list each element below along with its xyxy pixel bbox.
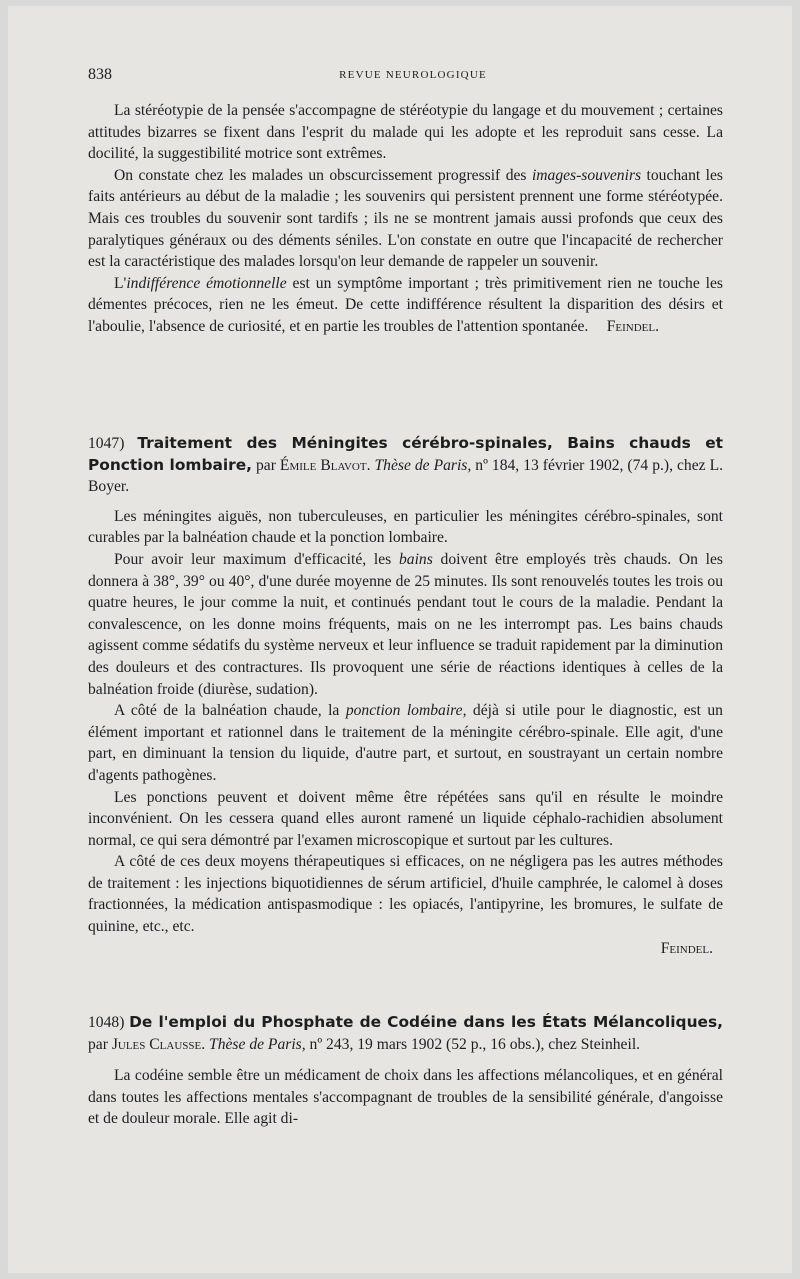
entry-author: Jules Clausse. (111, 1035, 206, 1053)
entry-title: De l'emploi du Phosphate de Codéine dans les États Mélancoliques, (129, 1013, 723, 1031)
paragraph: Pour avoir leur maximum d'efficacité, les bains doivent être employés très chauds. On les donnera à 38°, 39° ou 40°, d'une durée moyenne de 25 minutes. Ils sont renouvelés toutes les trois ou quatre heures, le jour comme la nuit, et continués pendant tout le cours de la maladie. Pendant la convalescence, on les donne moins fréquents, mais on ne les interrompt pas. Les bains chauds agissent comme sédatifs du système nerveux et leur influence se traduit rapidement par la diminution des douleurs et des contractures. Ils provoquent une série de réactions identiques à celles de la balnéation froide (diurèse, sudation). (88, 550, 723, 698)
entry-details: nº 243, 19 mars 1902 (52 p., 16 obs.), chez Steinheil. (305, 1035, 641, 1053)
page-number: 838 (88, 66, 112, 83)
paragraph: La codéine semble être un médicament de choix dans les affections mélancoliques, et en général dans toutes les affections mentales s'accompagnant de troubles de la sensibilité générale, d'angoisse et de douleur morale. Elle agit di- (88, 1067, 723, 1128)
emphasis: bains (398, 550, 433, 568)
entry-1047 (88, 433, 723, 959)
entry-heading: 1047) Traitement des Méningites cérébro-spinales, Bains chauds et Ponction lombaire, par Émile Blavot. Thèse de Paris, nº 184, 13 février 1902, (74 p.), chez L. Boyer. (88, 434, 723, 496)
entry-author: Émile Blavot. (279, 456, 371, 474)
paragraph: A côté de ces deux moyens thérapeutiques si efficaces, on ne négligera pas les autres méthodes de traitement : les injections biquotidiennes de sérum artificiel, d'huile camphrée, le calomel à doses fractionnées, la médication antispasmodique : les opiacés, l'antipyrine, les bromures, le sulfate de quinine, etc., etc. (88, 853, 723, 936)
signature: Feindel. (606, 317, 659, 335)
entry-number: 1048) (88, 1014, 125, 1031)
running-head: REVUE NEUROLOGIQUE (339, 69, 487, 81)
paragraph: On constate chez les malades un obscurcissement progressif des images-souvenirs touchant les faits antérieurs au début de la maladie ; les souvenirs qui persistent prennent une forme stéréotypée. Mais ces troubles du souvenir sont tardifs ; ils ne se montrent jamais aussi profonds que ceux des paralytiques généraux ou des déments séniles. L'on constate en outre que l'incapacité de rechercher est la caractéristique des malades lorsqu'on leur demande de rappeler un souvenir. (88, 166, 723, 271)
paragraph: Les méningites aiguës, non tuberculeuses, en particulier les méningites cérébro-spinales, sont curables par la balnéation chaude et la ponction lombaire. (88, 507, 723, 547)
paragraph: L'indifférence émotionnelle est un symptôme important ; très primitivement rien ne touche les démentes précoces, rien ne les émeut. De cette indifférence résultent la disparition des désirs et l'aboulie, l'absence de curiosité, et en partie les troubles de l'attention spontanée. (88, 274, 723, 335)
paragraph: A côté de la balnéation chaude, la ponction lombaire, déjà si utile pour le diagnostic, est un élément important et rationnel dans le traitement de la méningite cérébro-spinale. Elle agit, d'une part, en diminuant la tension du liquide, d'autre part, et surtout, en soustrayant un certain nombre d'agents pathogènes. (88, 702, 723, 784)
entry-details: nº 184, 13 février 1902, (74 p.), chez L. Boyer. (88, 456, 723, 496)
entry-thesis: Thèse de Paris, (205, 1035, 306, 1053)
entry-number: 1047) (88, 435, 125, 452)
entry-1048 (88, 1012, 723, 1130)
signature: Feindel. (660, 939, 713, 957)
emphasis: images-souvenirs (531, 166, 642, 184)
emphasis: indifférence émotionnelle (126, 274, 287, 292)
entry-thesis: Thèse de Paris, (370, 456, 472, 474)
paragraph: Les ponctions peuvent et doivent même être répétées sans qu'il en résulte le moindre inconvénient. On les cessera quand elles auront ramené un liquide céphalo-rachidien absolument normal, ce qui sera démontré par l'examen microscopique et surtout par les cultures. (88, 788, 723, 849)
entry-title: Traitement des Méningites cérébro-spinales, Bains chauds et Ponction lombaire, (88, 434, 723, 474)
paragraph: La stéréotypie de la pensée s'accompagne de stéréotypie du langage et du mouvement ; certaines attitudes bizarres se fixent dans l'esprit du malade qui les adopte et les reproduit sans cesse. La docilité, la suggestibilité motrice sont extrêmes. (88, 102, 723, 163)
section-continuation (88, 100, 723, 338)
emphasis: ponction lombaire, (345, 702, 467, 720)
page-header (88, 66, 723, 88)
entry-heading: 1048) De l'emploi du Phosphate de Codéine dans les États Mélancoliques, par Jules Clausse. Thèse de Paris, nº 243, 19 mars 1902 (52 p., 16 obs.), chez Steinheil. (88, 1013, 723, 1053)
